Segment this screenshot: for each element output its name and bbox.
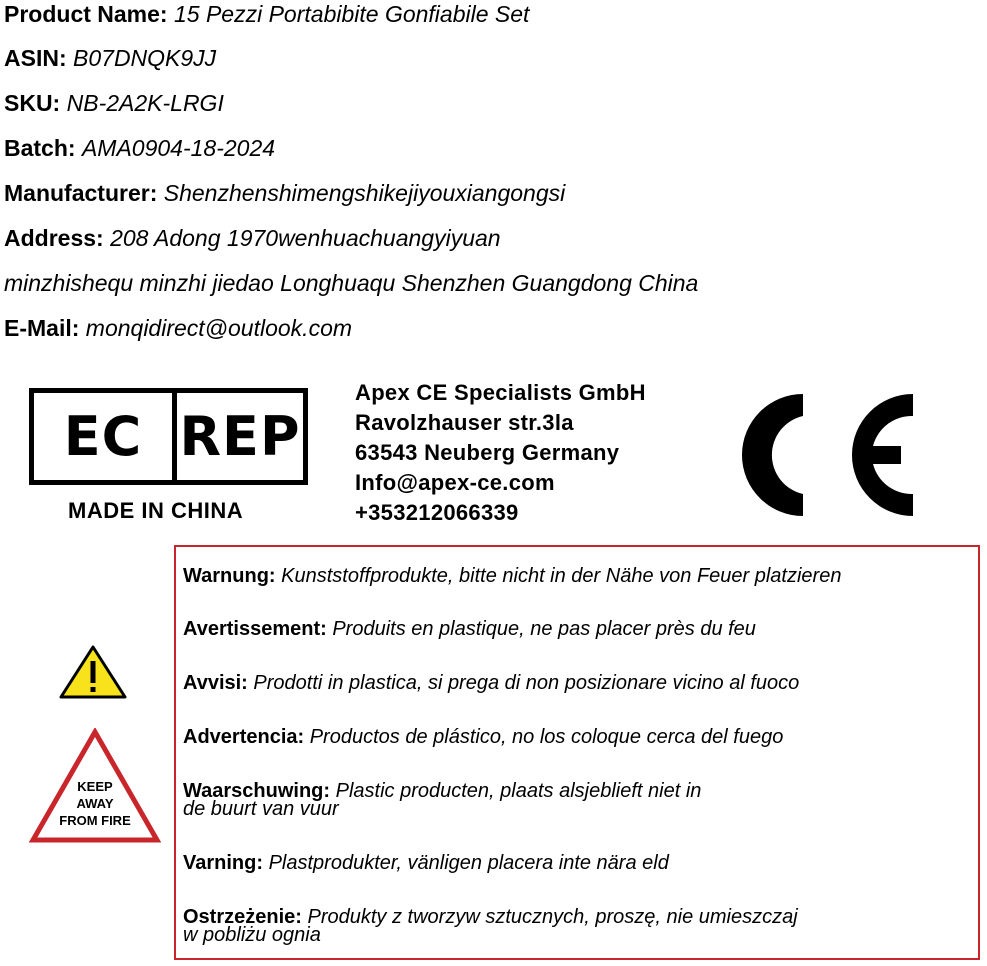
ce-mark-icon (735, 388, 917, 522)
warning-swedish-text: Plastprodukter, vänligen placera inte nära eld (268, 852, 669, 874)
ec-rep-right-text: REP (179, 405, 301, 468)
warning-swedish (183, 854, 669, 872)
warning-polish-text-line2: w pobliżu ognia (183, 924, 321, 946)
representative-address (355, 378, 646, 528)
address-label: Address: (4, 225, 104, 251)
warning-italian (183, 674, 799, 692)
rep-company: Apex CE Specialists GmbH (355, 380, 646, 405)
warning-french-text: Produits en plastique, ne pas placer près du feu (332, 618, 756, 640)
made-in-china-text: MADE IN CHINA (68, 498, 244, 523)
warning-spanish (183, 728, 783, 746)
address-continued-line (4, 269, 698, 297)
batch-label: Batch: (4, 135, 76, 161)
warning-dutch (183, 782, 701, 818)
address-value: 208 Adong 1970wenhuachuangyiyuan (110, 225, 501, 251)
ec-rep-symbol (29, 388, 308, 485)
sku-value: NB-2A2K-LRGI (66, 90, 224, 116)
sku-line (4, 89, 224, 117)
email-line (4, 314, 352, 342)
rep-city: 63543 Neuberg Germany (355, 440, 620, 465)
warning-dutch-label: Waarschuwing: (183, 780, 331, 802)
fire-sign-line1: KEEP (77, 779, 113, 794)
batch-value: AMA0904-18-2024 (81, 135, 276, 161)
warning-dutch-text: Plastic producten, plaats alsjeblieft niet in (335, 780, 702, 802)
caution-warning-icon (58, 644, 128, 700)
asin-line (4, 44, 216, 72)
warning-dutch-text-line2: de buurt van vuur (183, 798, 339, 820)
warning-polish-label: Ostrzeżenie: (183, 906, 302, 928)
rep-email: Info@apex-ce.com (355, 470, 555, 495)
warning-french (183, 620, 756, 638)
keep-away-from-fire-icon (29, 728, 161, 844)
warning-polish (183, 908, 798, 944)
warning-german-label: Warnung: (183, 565, 276, 587)
fire-sign-line3: FROM FIRE (59, 813, 131, 828)
asin-value: B07DNQK9JJ (73, 45, 217, 71)
product-name-label: Product Name: (4, 1, 168, 27)
warning-spanish-label: Advertencia: (183, 726, 305, 748)
warning-box (174, 545, 980, 960)
product-name-line (4, 0, 529, 28)
rep-street: Ravolzhauser str.3la (355, 410, 574, 435)
email-value: monqidirect@outlook.com (85, 315, 353, 341)
warning-french-label: Avertissement: (183, 618, 327, 640)
fire-sign-line2: AWAY (76, 796, 114, 811)
warning-german-text: Kunststoffprodukte, bitte nicht in der Nähe von Feuer platzieren (281, 565, 842, 587)
email-label: E-Mail: (4, 315, 80, 341)
product-name-value: 15 Pezzi Portabibite Gonfiabile Set (173, 1, 530, 27)
warning-swedish-label: Varning: (183, 852, 264, 874)
manufacturer-line (4, 179, 565, 207)
warning-polish-text: Produkty z tworzyw sztucznych, proszę, nie umieszczaj (307, 906, 798, 928)
warning-italian-label: Avvisi: (183, 672, 248, 694)
warning-german (183, 567, 841, 585)
address-line (4, 224, 501, 252)
manufacturer-label: Manufacturer: (4, 180, 158, 206)
rep-phone: +353212066339 (355, 500, 519, 525)
manufacturer-value: Shenzhenshimengshikejiyouxiangongsi (163, 180, 566, 206)
batch-line (4, 134, 275, 162)
sku-label: SKU: (4, 90, 61, 116)
address-continued-value: minzhishequ minzhi jiedao Longhuaqu Shenzhen Guangdong China (4, 270, 699, 296)
asin-label: ASIN: (4, 45, 67, 71)
warning-spanish-text: Productos de plástico, no los coloque cerca del fuego (309, 726, 784, 748)
warning-italian-text: Prodotti in plastica, si prega di non posizionare vicino al fuoco (253, 672, 800, 694)
ec-rep-left-text: EC (34, 393, 177, 480)
